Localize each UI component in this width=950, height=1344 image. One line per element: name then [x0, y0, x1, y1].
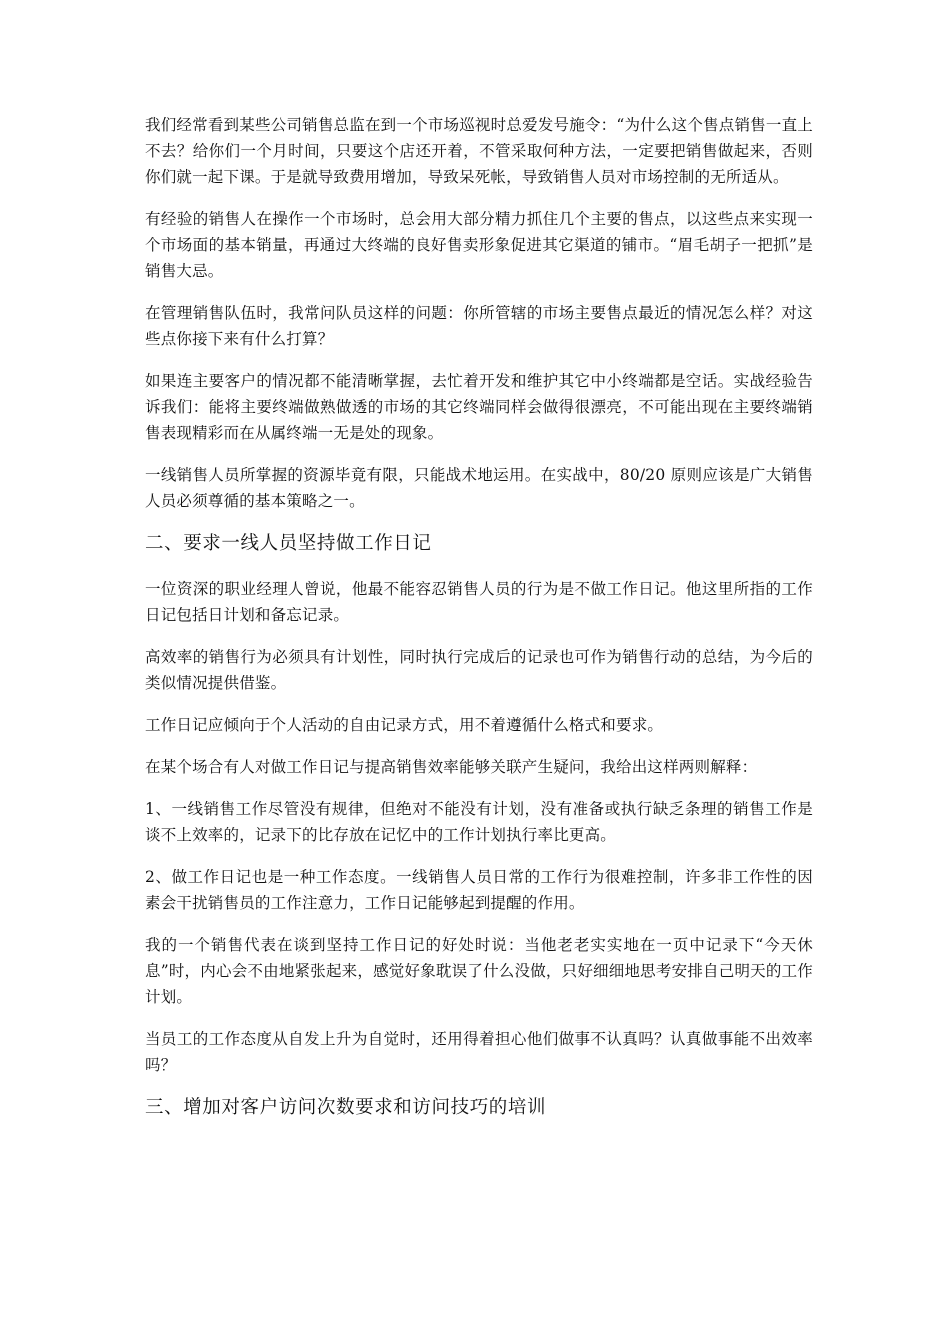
- paragraph: 当员工的工作态度从自发上升为自觉时，还用得着担心他们做事不认真吗？认真做事能不出效率吗？: [145, 1030, 813, 1074]
- paragraph: 一位资深的职业经理人曾说，他最不能容忍销售人员的行为是不做工作日记。他这里所指的工作日记包括日计划和备忘记录。: [145, 580, 813, 624]
- paragraph: 在某个场合有人对做工作日记与提高销售效率能够关联产生疑问，我给出这样两则解释：: [145, 758, 758, 776]
- list-item: 1、一线销售工作尽管没有规律，但绝对不能没有计划，没有准备或执行缺乏条理的销售工作是谈不上效率的，记录下的比存放在记忆中的工作计划执行率比更高。: [145, 800, 813, 844]
- paragraph: 一线销售人员所掌握的资源毕竟有限，只能战术地运用。在实战中，80/20 原则应该是广大销售人员必须尊循的基本策略之一。: [145, 466, 813, 510]
- paragraph: 高效率的销售行为必须具有计划性，同时执行完成后的记录也可作为销售行动的总结，为今后的类似情况提供借鉴。: [145, 648, 813, 692]
- paragraph: 工作日记应倾向于个人活动的自由记录方式，用不着遵循什么格式和要求。: [145, 716, 664, 734]
- list-item: 2、做工作日记也是一种工作态度。一线销售人员日常的工作行为很难控制，许多非工作性的因素会干扰销售员的工作注意力，工作日记能够起到提醒的作用。: [145, 868, 813, 912]
- paragraph: 有经验的销售人在操作一个市场时，总会用大部分精力抓住几个主要的售点，以这些点来实现一个市场面的基本销量，再通过大终端的良好售卖形象促进其它渠道的铺市。“眉毛胡子一把抓”是销售大忌。: [145, 210, 813, 280]
- document-page: [145, 112, 813, 1140]
- paragraph: 我们经常看到某些公司销售总监在到一个市场巡视时总爱发号施令：“为什么这个售点销售一直上不去？给你们一个月时间，只要这个店还开着，不管采取何种方法，一定要把销售做起来，否则你们就一起下课。于是就导致费用增加，导致呆死帐，导致销售人员对市场控制的无所适从。: [145, 116, 813, 186]
- paragraph: 如果连主要客户的情况都不能清晰掌握，去忙着开发和维护其它中小终端都是空话。实战经验告诉我们：能将主要终端做熟做透的市场的其它终端同样会做得很漂亮，不可能出现在主要终端销售表现精彩而在从属终端一无是处的现象。: [145, 372, 813, 442]
- paragraph: 在管理销售队伍时，我常问队员这样的问题：你所管辖的市场主要售点最近的情况怎么样？对这些点你接下来有什么打算？: [145, 304, 813, 348]
- paragraph: 我的一个销售代表在谈到坚持工作日记的好处时说：当他老老实实地在一页中记录下“今天休息”时，内心会不由地紧张起来，感觉好象耽误了什么没做，只好细细地思考安排自己明天的工作计划。: [145, 936, 813, 1006]
- section-heading-3: 三、增加对客户访问次数要求和访问技巧的培训: [145, 1097, 547, 1118]
- section-heading-2: 二、要求一线人员坚持做工作日记: [145, 533, 432, 554]
